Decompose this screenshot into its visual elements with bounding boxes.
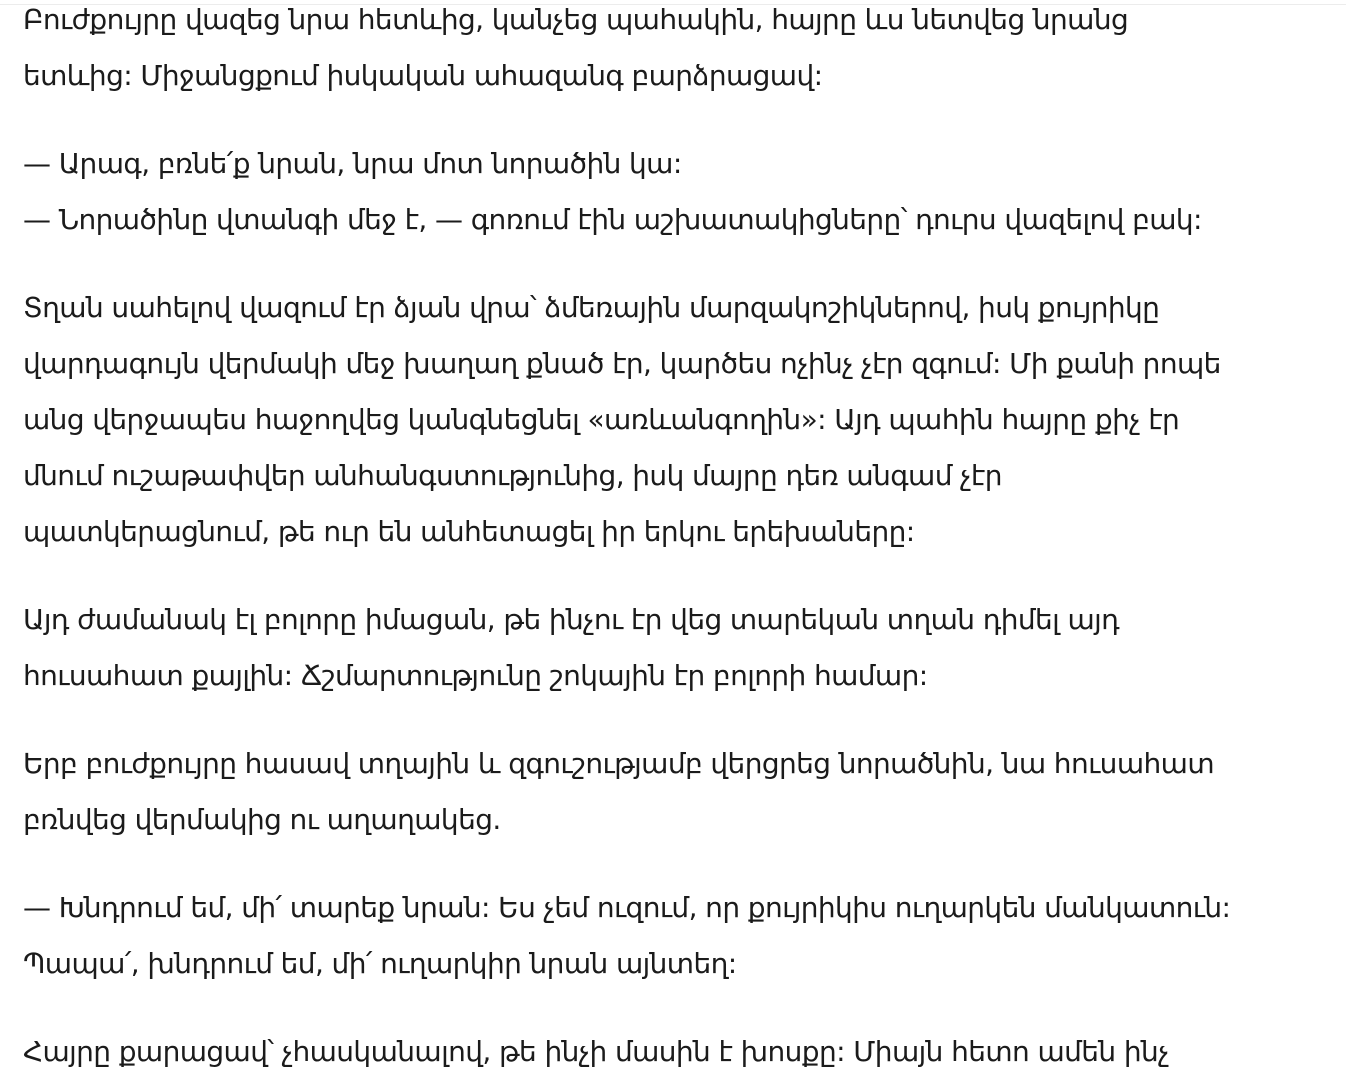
paragraph xyxy=(23,280,1323,560)
paragraph-gap xyxy=(23,704,1323,736)
paragraph-gap xyxy=(23,848,1323,880)
paragraph-line: մնում ուշաթափվեր անհանգստությունից, իսկ մայրը դեռ անգամ չէր xyxy=(23,459,1002,492)
paragraph-line: վարդագույն վերմակի մեջ խաղաղ քնած էր, կարծես ոչինչ չէր զգում: Մի քանի րոպե xyxy=(23,347,1221,380)
paragraph-gap xyxy=(23,560,1323,592)
paragraph-line: Տղան սահելով վազում էր ձյան վրա՝ ձմեռային մարզակոշիկներով, իսկ քույրիկը xyxy=(23,291,1160,324)
paragraph-line: Բուժքույրը վազեց նրա հետևից, կանչեց պահակին, հայրը ևս նետվեց նրանց xyxy=(23,3,1129,36)
paragraph-gap xyxy=(23,248,1323,280)
dialogue-paragraph xyxy=(23,136,1323,248)
paragraph-line: ետևից: Միջանցքում իսկական ահազանգ բարձրացավ: xyxy=(23,59,823,92)
paragraph-line: պատկերացնում, թե ուր են անհետացել իր երկու երեխաները: xyxy=(23,515,915,548)
dialogue-line: Պապա՛, խնդրում եմ, մի՛ ուղարկիր նրան այնտեղ: xyxy=(23,947,737,980)
article-body xyxy=(23,0,1323,1080)
dialogue-line: — Արագ, բռնե՛ք նրան, նրա մոտ նորածին կա: xyxy=(23,147,682,180)
paragraph-line: Հայրը քարացավ՝ չհասկանալով, թե ինչի մասին է խոսքը: Միայն հետո ամեն ինչ xyxy=(23,1035,1169,1068)
paragraph-gap xyxy=(23,104,1323,136)
paragraph-line: անց վերջապես հաջողվեց կանգնեցնել «առևանգողին»: Այդ պահին հայրը քիչ էր xyxy=(23,403,1180,436)
dialogue-line: — Նորածինը վտանգի մեջ է, — գոռում էին աշխատակիցները՝ դուրս վազելով բակ: xyxy=(23,203,1202,236)
paragraph-line: հուսահատ քայլին: Ճշմարտությունը շոկային էր բոլորի համար: xyxy=(23,659,928,692)
paragraph-line: բռնվեց վերմակից ու աղաղակեց. xyxy=(23,803,501,836)
paragraph xyxy=(23,592,1323,704)
dialogue-line: — Խնդրում եմ, մի՛ տարեք նրան: Ես չեմ ուզում, որ քույրիկիս ուղարկեն մանկատուն: xyxy=(23,891,1231,924)
paragraph xyxy=(23,736,1323,848)
paragraph-line: Այդ ժամանակ էլ բոլորը իմացան, թե ինչու էր վեց տարեկան տղան դիմել այդ xyxy=(23,603,1120,636)
paragraph xyxy=(23,0,1323,104)
paragraph xyxy=(23,1024,1323,1080)
paragraph-line: Երբ բուժքույրը հասավ տղային և զգուշությամբ վերցրեց նորածնին, նա հուսահատ xyxy=(23,747,1214,780)
paragraph-gap xyxy=(23,992,1323,1024)
dialogue-paragraph xyxy=(23,880,1323,992)
